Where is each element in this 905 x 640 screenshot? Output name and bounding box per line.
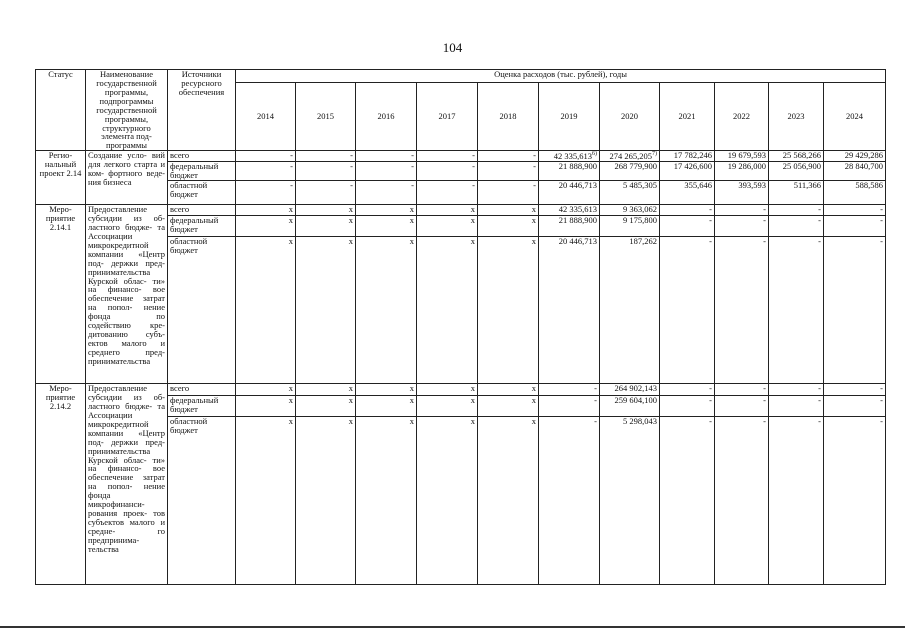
value-cell-2024: - <box>824 205 886 216</box>
expense-table <box>35 69 886 585</box>
value-cell-2019: 42 335,613 <box>539 205 600 216</box>
value-cell-2016: - <box>356 151 417 162</box>
value-cell-2018: x <box>478 237 539 384</box>
value-cell-2024: 588,586 <box>824 181 886 205</box>
value-cell-2019: 42 335,613$^{6)}$ <box>539 151 600 162</box>
value-cell-2019: - <box>539 396 600 417</box>
value-cell-2014: - <box>236 162 296 181</box>
footnote-mark: 7) <box>652 151 657 158</box>
header-year-2024: 2024 <box>824 82 886 151</box>
value-cell-2024: - <box>824 396 886 417</box>
value-cell-2017: x <box>417 396 478 417</box>
value-cell-2020: 187,262 <box>600 237 660 384</box>
value-cell-2022: 19 679,593 <box>715 151 769 162</box>
value-cell-2014: x <box>236 216 296 237</box>
header-year-2021: 2021 <box>660 82 715 151</box>
value-cell-2015: x <box>296 216 356 237</box>
header-status: Статус <box>36 70 86 151</box>
value-cell-2016: - <box>356 181 417 205</box>
status-cell: Меро- приятие 2.14.1 <box>36 205 86 384</box>
value-cell-2018: x <box>478 384 539 396</box>
value-cell-2019: 20 446,713 <box>539 237 600 384</box>
value-cell-2023: 25 568,266 <box>769 151 824 162</box>
value-cell-2020: 5 298,043 <box>600 417 660 585</box>
status-cell: Меро- приятие 2.14.2 <box>36 384 86 585</box>
value-cell-2024: 28 840,700 <box>824 162 886 181</box>
value-cell-2022: - <box>715 417 769 585</box>
value-cell-2023: - <box>769 384 824 396</box>
footnote-mark: 6) <box>592 151 597 158</box>
header-year-2017: 2017 <box>417 82 478 151</box>
value-cell-2014: x <box>236 237 296 384</box>
source-cell: федеральный бюджет <box>168 396 236 417</box>
value-cell-2018: - <box>478 162 539 181</box>
value-cell-2020: 274 265,205$^{7)}$ <box>600 151 660 162</box>
source-cell: областной бюджет <box>168 417 236 585</box>
value-cell-2015: x <box>296 396 356 417</box>
value-cell-2019: 21 888,900 <box>539 216 600 237</box>
value-cell-2019: - <box>539 384 600 396</box>
value-cell-2015: - <box>296 162 356 181</box>
value-cell-2023: 511,366 <box>769 181 824 205</box>
value-cell-2023: - <box>769 216 824 237</box>
value-cell-2022: 393,593 <box>715 181 769 205</box>
program-name-cell: Создание усло- вий для легкого старта и ком- фортного веде- ния бизнеса <box>86 151 168 205</box>
value-cell-2021: 17 782,246 <box>660 151 715 162</box>
header-year-2016: 2016 <box>356 82 417 151</box>
value-cell-2019: 20 446,713 <box>539 181 600 205</box>
value-cell-2014: - <box>236 151 296 162</box>
value-cell-2015: - <box>296 181 356 205</box>
header-year-2019: 2019 <box>539 82 600 151</box>
value-cell-2017: - <box>417 162 478 181</box>
value-cell-2015: x <box>296 384 356 396</box>
value-cell-2020: 268 779,900 <box>600 162 660 181</box>
value-cell-2017: - <box>417 181 478 205</box>
value-cell-2018: - <box>478 151 539 162</box>
page-number: 104 <box>442 40 463 55</box>
source-cell: всего <box>168 384 236 396</box>
value-cell-2023: - <box>769 237 824 384</box>
value-cell-2017: x <box>417 417 478 585</box>
table-row <box>36 151 886 162</box>
value-cell-2024: 29 429,286 <box>824 151 886 162</box>
header-source: Источники ресурсного обеспечения <box>168 70 236 151</box>
bottom-border <box>0 626 905 628</box>
value-cell-2016: - <box>356 162 417 181</box>
value-cell-2016: x <box>356 237 417 384</box>
value-cell-2020: 9 363,062 <box>600 205 660 216</box>
program-name-cell: Предоставление субсидии из об- ластного бюдже- та Ассоциации микрокредитной компании «Центр под- держки пред- принимательства Курской облас- ти» на финансо- вое обеспечение затрат на попол- нение фонда микрофинанси- рования проек- тов субъектов малого и средне- го предпринима- тельства <box>86 384 168 585</box>
value-cell-2016: x <box>356 384 417 396</box>
value-cell-2020: 259 604,100 <box>600 396 660 417</box>
value-cell-2020: 9 175,800 <box>600 216 660 237</box>
value-cell-2024: - <box>824 216 886 237</box>
value-cell-2022: - <box>715 205 769 216</box>
source-cell: федеральный бюджет <box>168 216 236 237</box>
header-year-2020: 2020 <box>600 82 660 151</box>
value-cell-2020: 264 902,143 <box>600 384 660 396</box>
source-cell: федеральный бюджет <box>168 162 236 181</box>
table-row <box>36 205 886 216</box>
status-cell: Регио- нальный проект 2.14 <box>36 151 86 205</box>
value-cell-2021: - <box>660 237 715 384</box>
value-cell-2020: 5 485,305 <box>600 181 660 205</box>
value-cell-2014: x <box>236 384 296 396</box>
value-cell-2017: x <box>417 216 478 237</box>
value-cell-2022: - <box>715 216 769 237</box>
value-cell-2019: - <box>539 417 600 585</box>
value-cell-2021: - <box>660 396 715 417</box>
value-cell-2017: x <box>417 237 478 384</box>
value-cell-2022: - <box>715 237 769 384</box>
value-cell-2019: 21 888,900 <box>539 162 600 181</box>
value-cell-2018: x <box>478 396 539 417</box>
value-cell-2015: - <box>296 151 356 162</box>
header-estimate: Оценка расходов (тыс. рублей), годы <box>236 70 886 83</box>
value-cell-2016: x <box>356 205 417 216</box>
value-cell-2016: x <box>356 396 417 417</box>
value-cell-2024: - <box>824 237 886 384</box>
value-cell-2024: - <box>824 417 886 585</box>
source-cell: всего <box>168 205 236 216</box>
value-cell-2022: - <box>715 384 769 396</box>
value-cell-2021: - <box>660 205 715 216</box>
header-year-2018: 2018 <box>478 82 539 151</box>
source-cell: областной бюджет <box>168 181 236 205</box>
value-cell-2016: x <box>356 216 417 237</box>
value-cell-2014: x <box>236 396 296 417</box>
value-cell-2017: x <box>417 205 478 216</box>
value-cell-2017: - <box>417 151 478 162</box>
value-cell-2021: 355,646 <box>660 181 715 205</box>
header-year-2022: 2022 <box>715 82 769 151</box>
value-cell-2022: 19 286,000 <box>715 162 769 181</box>
header-year-2015: 2015 <box>296 82 356 151</box>
source-cell: всего <box>168 151 236 162</box>
value-cell-2021: - <box>660 384 715 396</box>
value-cell-2015: x <box>296 417 356 585</box>
value-cell-2021: - <box>660 417 715 585</box>
value-cell-2017: x <box>417 384 478 396</box>
header-year-2014: 2014 <box>236 82 296 151</box>
program-name-cell: Предоставление субсидии из об- ластного бюдже- та Ассоциации микрокредитной компании «Центр под- держки пред- принимательства Курской облас- ти» на финансо- вое обеспечение затрат на попол- нение фонда по содействию кре- дитованию субъ- ектов малого и среднего пред- принимательства <box>86 205 168 384</box>
header-year-2023: 2023 <box>769 82 824 151</box>
header-name: Наименование государственной программы, подпрограммы государственной программы, структурного элемента под- программы <box>86 70 168 151</box>
value-cell-2014: x <box>236 417 296 585</box>
value-cell-2023: - <box>769 396 824 417</box>
value-cell-2023: 25 056,900 <box>769 162 824 181</box>
value-cell-2018: x <box>478 216 539 237</box>
value-cell-2022: - <box>715 396 769 417</box>
value-cell-2018: x <box>478 417 539 585</box>
value-cell-2018: x <box>478 205 539 216</box>
value-cell-2021: - <box>660 216 715 237</box>
source-cell: областной бюджет <box>168 237 236 384</box>
value-cell-2021: 17 426,600 <box>660 162 715 181</box>
value-cell-2015: x <box>296 205 356 216</box>
table-row <box>36 384 886 396</box>
value-cell-2023: - <box>769 417 824 585</box>
table-body <box>36 151 886 585</box>
value-cell-2023: - <box>769 205 824 216</box>
value-cell-2014: x <box>236 205 296 216</box>
value-cell-2016: x <box>356 417 417 585</box>
value-cell-2015: x <box>296 237 356 384</box>
value-cell-2024: - <box>824 384 886 396</box>
value-cell-2014: - <box>236 181 296 205</box>
value-cell-2018: - <box>478 181 539 205</box>
